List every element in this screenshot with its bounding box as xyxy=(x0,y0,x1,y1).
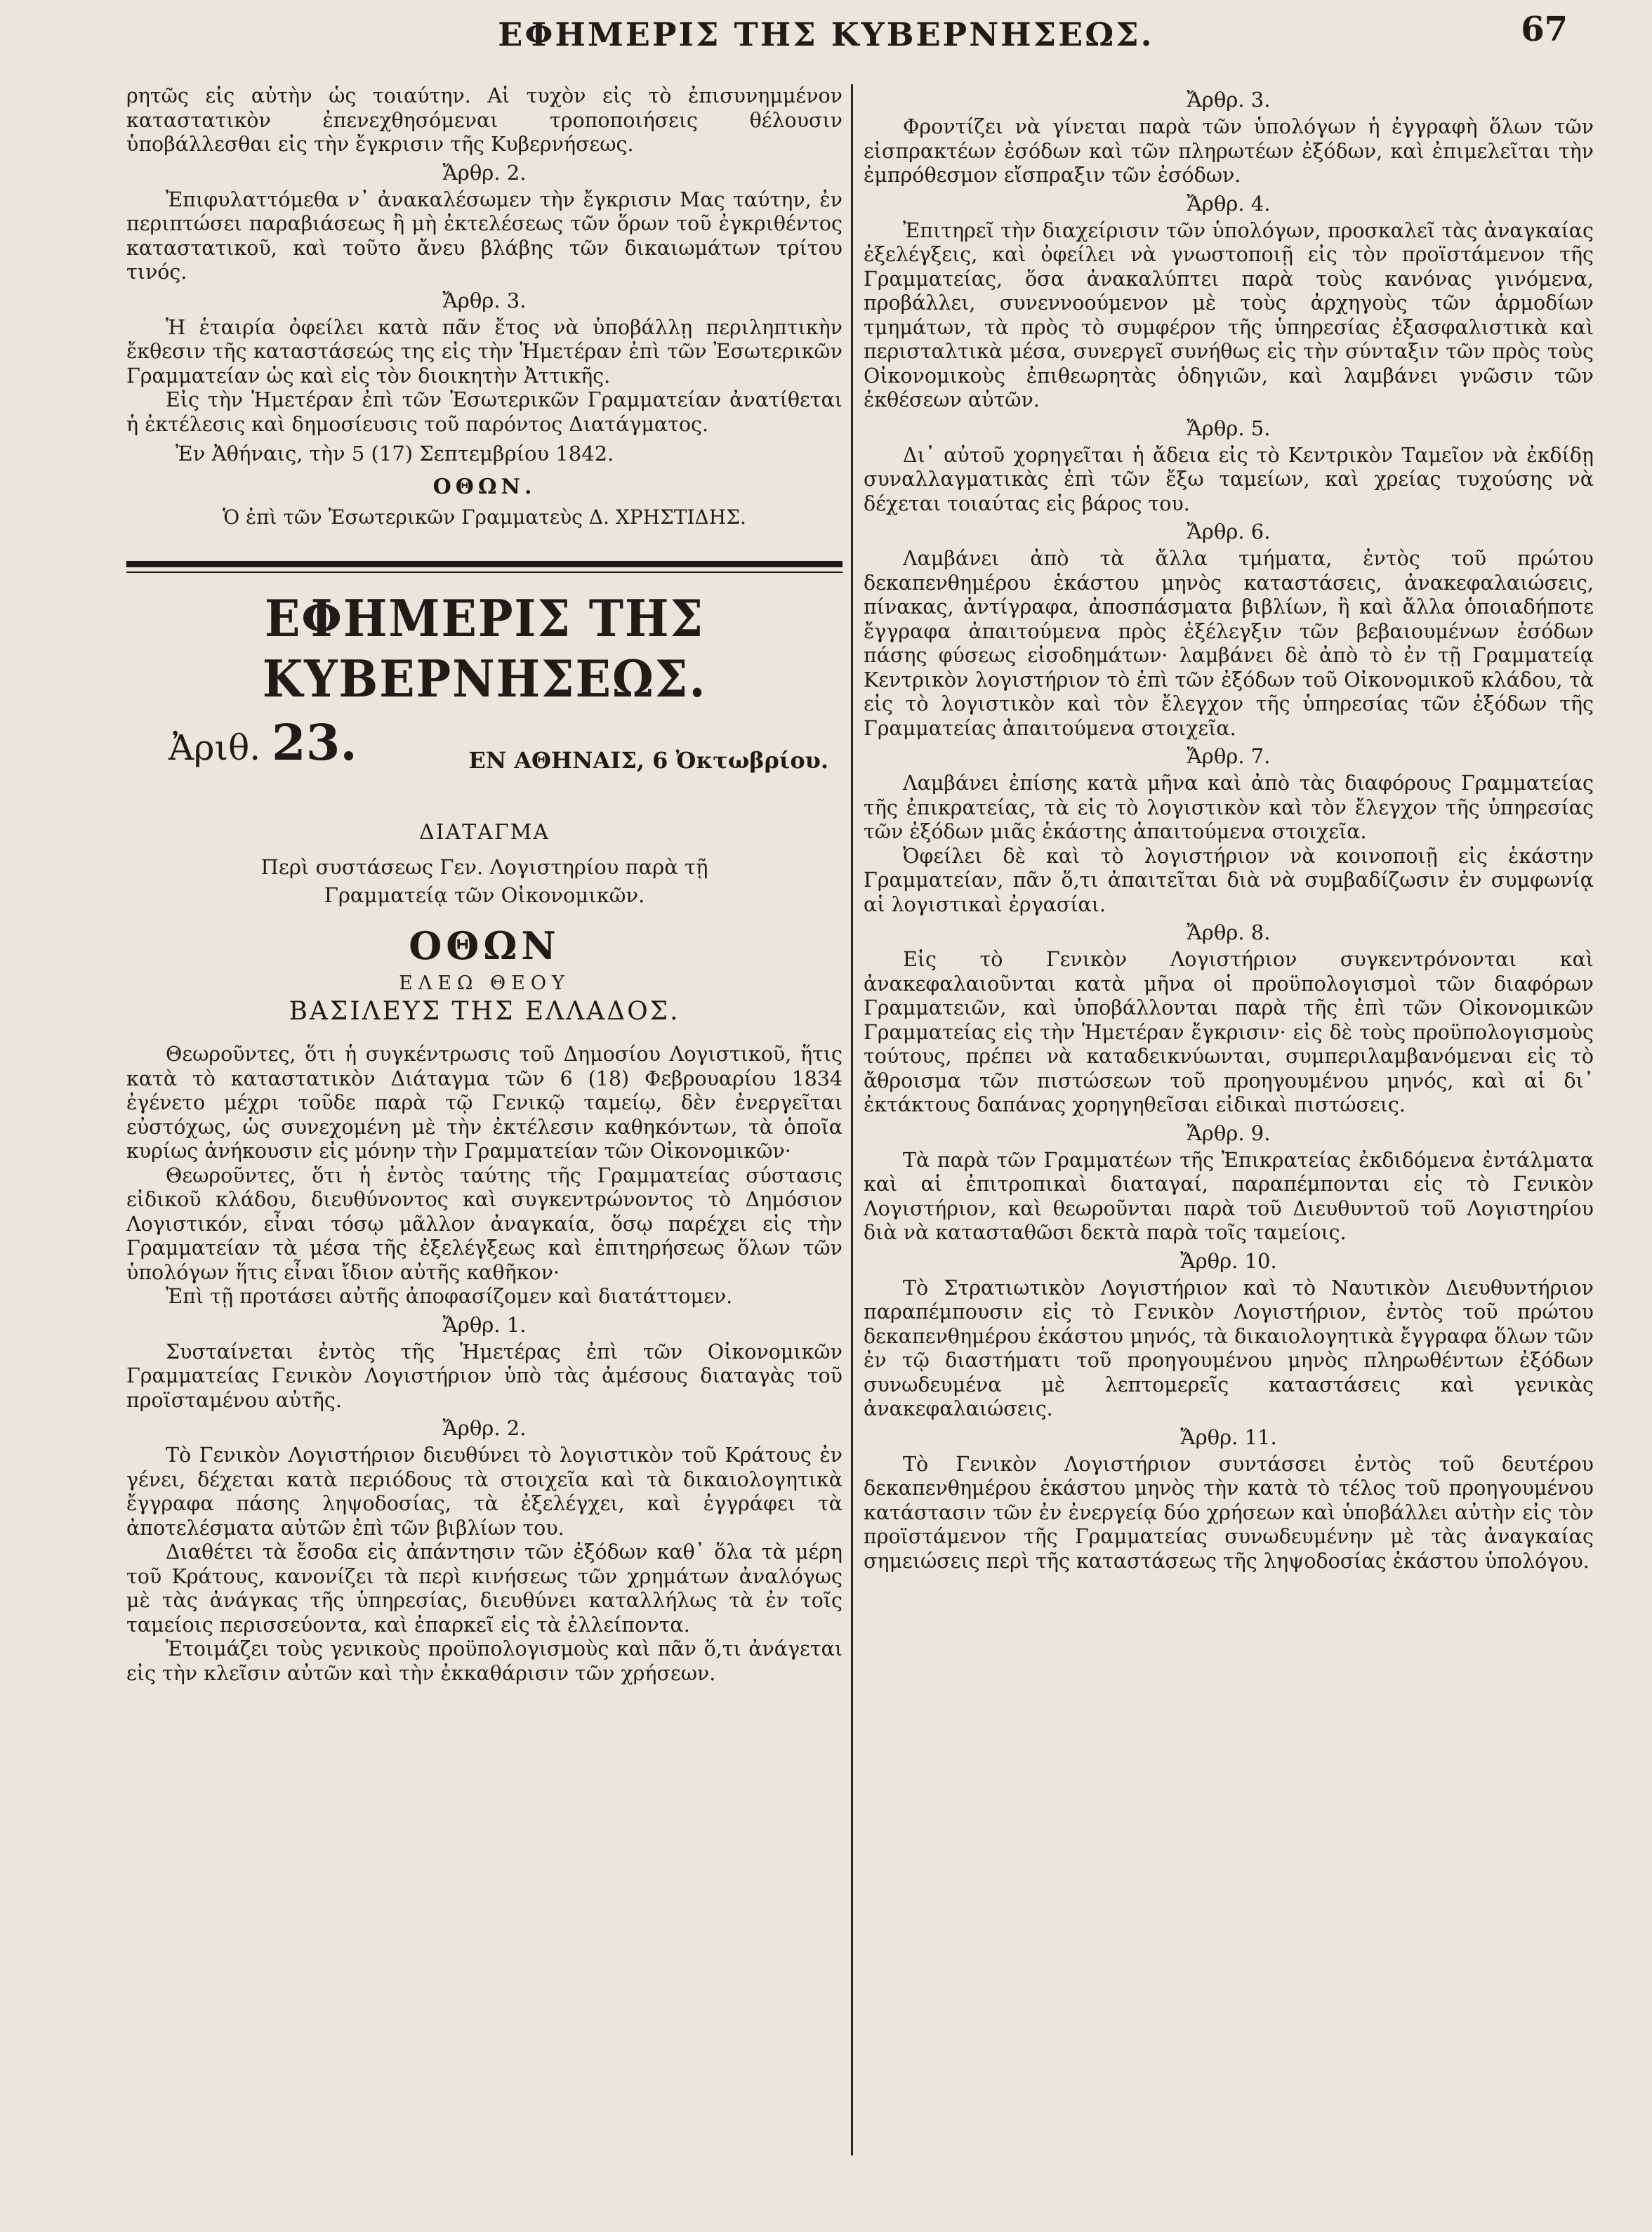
document-type: ΔΙΑΤΑΓΜΑ xyxy=(418,820,550,845)
article-heading: Ἄρθρ. 3. xyxy=(1187,88,1271,112)
article-text: Ἐπιφυλαττόμεθα ν᾽ ἀνακαλέσωμεν τὴν ἔγκρισιν Μας ταύτην, ἐν περιπτώσει παραβιάσεως ἢ μὴ ἐκτελέσεως τῶν ὅρων τοῦ ἐγκριθέντος καταστατικοῦ, καὶ τοῦτο ἄνευ βλάβης τῶν δικαιωμάτων τρίτου τινός. xyxy=(126,187,842,284)
masthead-title: ΕΦΗΜΕΡΙΣ ΤΗΣ ΚΥΒΕΡΝΗΣΕΩΣ. xyxy=(262,588,707,708)
article-heading: Ἄρθρ. 2. xyxy=(442,160,527,185)
king-name: ΟΘΩΝ xyxy=(409,923,560,968)
article-heading: Ἄρθρ. 11. xyxy=(1180,1425,1277,1449)
article-text: Δι᾽ αὐτοῦ χορηγεῖται ἡ ἄδεια εἰς τὸ Κεντρικὸν Ταμεῖον νὰ ἐκδίδῃ συναλλαγματικὰς ἐπὶ τῶν ἔξω ταμείων, καὶ χρείας τυχούσης νὰ δέχεται τοιαύτας εἰς βάρος του. xyxy=(864,443,1594,515)
article-heading: Ἄρθρ. 6. xyxy=(1187,520,1271,543)
running-head: ΕΦΗΜΕΡΙΣ ΤΗΣ ΚΥΒΕΡΝΗΣΕΩΣ. xyxy=(498,15,1154,53)
article-heading: Ἄρθρ. 4. xyxy=(1187,191,1271,216)
king-title: ΒΑΣΙΛΕΥΣ ΤΗΣ ΕΛΛΑΔΟΣ. xyxy=(289,997,680,1026)
article-heading: Ἄρθρ. 10. xyxy=(1180,1248,1277,1273)
whereas-clause: Θεωροῦντες, ὅτι ἡ ἐντὸς ταύτης τῆς Γραμματείας σύστασις εἰδικοῦ κλάδου, διευθύνοντος καὶ συγκεντρώνοντος τὸ Δημόσιον Λογιστικόν, εἶναι τόσῳ μᾶλλον ἀναγκαία, ὅσῳ παρέχει εἰς τὴν Γραμματείαν τὰ μέσα τῆς ἐξελέγξεως καὶ ἐπιτηρήσεως ὅλων τῶν ὑπολόγων ἥτις εἶναι ἴδιον αὐτῆς καθῆκον· xyxy=(126,1163,842,1284)
section-rule-thin xyxy=(126,572,842,573)
grace-of-god: ΕΛΕΩ ΘΕΟΥ xyxy=(399,972,570,994)
article-heading: Ἄρθρ. 3. xyxy=(442,288,527,312)
article-heading: Ἄρθρ. 9. xyxy=(1187,1121,1271,1145)
execution-clause: Εἰς τὴν Ἡμετέραν ἐπὶ τῶν Ἐσωτερικῶν Γραμματείαν ἀνατίθεται ἡ ἐκτέλεσις καὶ δημοσίευσις τοῦ παρόντος Διατάγματος. xyxy=(126,388,842,436)
left-column xyxy=(126,84,842,1686)
article-text: Ἑτοιμάζει τοὺς γενικοὺς προϋπολογισμοὺς καὶ πᾶν ὅ,τι ἀνάγεται εἰς τὴν κλεῖσιν αὐτῶν καὶ τὴν ἐκκαθάρισιν τῶν χρήσεων. xyxy=(126,1637,842,1685)
article-text: Τὰ παρὰ τῶν Γραμματέων τῆς Ἐπικρατείας ἐκδιδόμενα ἐντάλματα καὶ αἱ ἐπιτροπικαὶ διαταγαί, παραπέμπονται εἰς τὸ Γενικὸν Λογιστήριον, καὶ θεωροῦνται παρὰ τοῦ Διευθυντοῦ τοῦ Λογιστηρίου διὰ νὰ κατασταθῶσι δεκτὰ παρὰ τοῖς ταμείοις. xyxy=(864,1148,1594,1244)
article-text: Εἰς τὸ Γενικὸν Λογιστήριον συγκεντρόνονται καὶ ἀνακεφαλαιοῦνται κατὰ μῆνα οἱ προϋπολογισμοὶ τῶν διαφόρων Γραμματειῶν, καὶ ὑποβάλλονται παρὰ τῆς ἐπὶ τῶν Οἰκονομικῶν Γραμματείας εἰς τὴν Ἡμετέραν ἔγκρισιν· εἰς δὲ τοὺς προϋπολογισμοὺς τούτους, πρέπει νὰ καταδεικνύωνται, συμπεριλαμβανόμεναι εἰς τὸ ἄθροισμα τῶν πιστώσεων τοῦ προηγουμένου μηνός, καὶ αἱ δι᾽ ἐκτάκτους δαπάνας χορηγηθεῖσαι εἰδικαὶ πιστώσεις. xyxy=(864,948,1594,1116)
issue-row xyxy=(126,713,842,792)
article-text: Συσταίνεται ἐντὸς τῆς Ἡμετέρας ἐπὶ τῶν Οἰκονομικῶν Γραμματείας Γενικὸν Λογιστήριον ὑπὸ τὰς ἀμέσους διαταγὰς τοῦ προϊσταμένου αὐτῆς. xyxy=(126,1340,842,1412)
issue-label: Ἀριθ. xyxy=(168,727,261,768)
article-text: Τὸ Γενικὸν Λογιστήριον διευθύνει τὸ λογιστικὸν τοῦ Κράτους ἐν γένει, δέχεται κατὰ περιόδους τὰ στοιχεῖα καὶ τὰ δικαιολογητικὰ ἔγγραφα πάσης ληψοδοσίας, τὰ ἐξελέγχει, καὶ ἐγγράφει τὰ ἀποτελέσματα αὐτῶν ἐπὶ τῶν βιβλίων του. xyxy=(126,1444,842,1540)
article-text: Φροντίζει νὰ γίνεται παρὰ τῶν ὑπολόγων ἡ ἐγγραφὴ ὅλων τῶν εἰσπρακτέων ἐσόδων καὶ τῶν πληρωτέων ἐξόδων, καὶ ἐπιμελεῖται τὴν ἐμπρόθεσμον εἴσπραξιν τῶν ἐσόδων. xyxy=(864,115,1594,187)
issue-number-value: 23. xyxy=(272,713,357,772)
article-text: Διαθέτει τὰ ἔσοδα εἰς ἀπάντησιν τῶν ἐξόδων καθ᾽ ὅλα τὰ μέρη τοῦ Κράτους, κανονίζει τὰ περὶ κινήσεως τῶν χρημάτων ἀναλόγως μὲ τὰς ἀνάγκας τῆς ὑπηρεσίας, διευθύνει καταλλήλως τὰ ἐν τοῖς ταμείοις περισσεύοντα, καὶ ἐπαρκεῖ εἰς τὰ ἐλλείποντα. xyxy=(126,1540,842,1637)
article-text: Ἡ ἑταιρία ὀφείλει κατὰ πᾶν ἔτος νὰ ὑποβάλλῃ περιληπτικὴν ἔκθεσιν τῆς καταστάσεώς της εἰς τὴν Ἡμετέραν ἐπὶ τῶν Ἐσωτερικῶν Γραμματείαν ὡς καὶ εἰς τὸν διοικητὴν Ἀττικῆς. xyxy=(126,315,842,388)
minister-signature: Ὁ ἐπὶ τῶν Ἐσωτερικῶν Γραμματεὺς Δ. ΧΡΗΣΤΙΔΗΣ. xyxy=(223,506,746,529)
column-divider xyxy=(851,84,853,2155)
proposal-clause: Ἐπὶ τῇ προτάσει αὐτῆς ἀποφασίζομεν καὶ διατάττομεν. xyxy=(166,1285,733,1308)
whereas-clause: Θεωροῦντες, ὅτι ἡ συγκέντρωσις τοῦ Δημοσίου Λογιστικοῦ, ἥτις κατὰ τὸ καταστατικὸν Διάταγμα τῶν 6 (18) Φεβρουαρίου 1834 ἐγένετο μέχρι τοῦδε παρὰ τῷ Γενικῷ ταμείῳ, δὲν ἐνεργεῖται εὐστόχως, ὡς συνεχομένη μὲ τὴν ἐκτέλεσιν καθηκόντων, τὰ ὁποῖα κυρίως ἀνήκουσιν εἰς μόνην τὴν Γραμματείαν τῶν Οἰκονομικῶν· xyxy=(126,1043,842,1163)
article-text: Ὀφείλει δὲ καὶ τὸ λογιστήριον νὰ κοινοποιῇ εἰς ἑκάστην Γραμματείαν, πᾶν ὅ,τι ἀπαιτεῖται διὰ νὰ συμβαδίζωσιν ἐν συμφωνίᾳ αἱ λογιστικαὶ ἐργασίαι. xyxy=(864,844,1594,916)
article-heading: Ἄρθρ. 7. xyxy=(1187,744,1271,768)
article-heading: Ἄρθρ. 5. xyxy=(1187,416,1271,440)
article-heading: Ἄρθρ. 2. xyxy=(442,1416,527,1440)
decree-date: Ἐν Ἀθήναις, τὴν 5 (17) Σεπτεμβρίου 1842. xyxy=(176,442,614,465)
issue-place-date: ΕΝ ΑΘΗΝΑΙΣ, 6 Ὀκτωβρίου. xyxy=(468,747,828,774)
document-subject-line-1: Περὶ συστάσεως Γεν. Λογιστηρίου παρὰ τῇ xyxy=(260,855,708,879)
king-signature: ΟΘΩΝ. xyxy=(432,475,536,499)
article-text: Τὸ Στρατιωτικὸν Λογιστήριον καὶ τὸ Ναυτικὸν Διευθυντήριον παραπέμπουσιν εἰς τὸ Γενικὸν Λογιστήριον, ἐντὸς τοῦ πρώτου δεκαπενθημέρου ἑκάστου μηνός, τὰ δικαιολογητικὰ ἔγγραφα ὅλων τῶν ἐν τῷ διαστήματι τοῦ προηγουμένου μηνὸς πληρωθέντων ἐξόδων συνωδευμένα μὲ λεπτομερεῖς καταστάσεις καὶ γενικὰς ἀνακεφαλαιώσεις. xyxy=(864,1276,1594,1420)
article-heading: Ἄρθρ. 8. xyxy=(1187,920,1271,944)
article-text: Λαμβάνει ἐπίσης κατὰ μῆνα καὶ ἀπὸ τὰς διαφόρους Γραμματείας τῆς ἐπικρατείας, τὰ εἰς τὸ λογιστικὸν καὶ τὸν ἔλεγχον τῆς ὑπηρεσίας τῶν ἐξόδων μιᾶς ἑκάστης ἀπαιτούμενα στοιχεῖα. xyxy=(864,772,1594,843)
article-text: Ἐπιτηρεῖ τὴν διαχείρισιν τῶν ὑπολόγων, προσκαλεῖ τὰς ἀναγκαίας ἐξελέγξεις, καὶ ὀφείλει νὰ γνωστοποιῇ εἰς τὸν προϊστάμενον τῆς Γραμματείας, ὅσα ἀνακαλύπτει παρὰ τοὺς κανόνας γινόμενα, προβάλλει, συνεννοούμενον μὲ τοὺς ἀρχηγοὺς τῶν ἁρμοδίων τμημάτων, τὰ πρὸς τὸ συμφέρον τῆς ὑπηρεσίας ἐξασφαλιστικὰ καὶ περισταλτικὰ μέσα, συνεργεῖ συνήθως εἰς τὴν σύνταξιν τῶν πρὸς τοὺς Οἰκονομικοὺς ἐπιθεωρητὰς ὁδηγιῶν, καὶ λαμβάνει γνῶσιν τῶν ἐκθέσεων αὐτῶν. xyxy=(864,218,1594,411)
section-rule-thick xyxy=(126,561,842,567)
right-column xyxy=(864,84,1594,1573)
issue-number xyxy=(168,713,357,772)
previous-decree-intro: ρητῶς εἰς αὐτὴν ὡς τοιαύτην. Αἱ τυχὸν εἰς τὸ ἐπισυνημμένον καταστατικὸν ἐπενεχθησόμεναι τροποποιήσεις θέλουσιν ὑποβάλλεσθαι εἰς τὴν ἔγκρισιν τῆς Κυβερνήσεως. xyxy=(126,84,842,156)
article-heading: Ἄρθρ. 1. xyxy=(442,1312,527,1337)
document-subject-line-2: Γραμματείᾳ τῶν Οἰκονομικῶν. xyxy=(324,883,645,907)
page-number: 67 xyxy=(1521,10,1568,49)
article-text: Λαμβάνει ἀπὸ τὰ ἄλλα τμήματα, ἐντὸς τοῦ πρώτου δεκαπενθημέρου ἑκάστου μηνὸς καταστάσεις, ἀνακεφαλαιώσεις, πίνακας, ἀντίγραφα, ἀποσπάσματα βιβλίων, ἢ καὶ ἄλλα ὁποιαδήποτε ἔγγραφα ἀπαιτούμενα πρὸς ἐξέλεγξιν τῶν βεβαιουμένων ἐσόδων πάσης φύσεως εἰσοδημάτων· λαμβάνει δὲ ἀπὸ τὸ ἐν τῇ Γραμματείᾳ Κεντρικὸν λογιστήριον τὸ ἐπὶ τῶν ἐξόδων τοῦ Οἰκονομικοῦ κλάδου, τὰ εἰς τὸ λογιστικὸν καὶ τὸν ἔλεγχον τῆς ὑπηρεσίας τῶν ἐξόδων τῆς Γραμματείας ἀπαιτούμενα στοιχεῖα. xyxy=(864,547,1594,740)
article-text: Τὸ Γενικὸν Λογιστήριον συντάσσει ἐντὸς τοῦ δευτέρου δεκαπενθημέρου ἑκάστου μηνὸς τὴν κατὰ τὸ τέλος τοῦ προηγουμένου κατάστασιν τῶν ἐν ἐνεργείᾳ δύο χρήσεων καὶ ὑποβάλλει αὐτὴν εἰς τὸν προϊστάμενον τῆς Γραμματείας συνωδευμένην μὲ τὰς ἀναγκαίας σημειώσεις περὶ τῆς καταστάσεως τῆς ληψοδοσίας ἑκάστου ὑπολόγου. xyxy=(864,1452,1594,1573)
